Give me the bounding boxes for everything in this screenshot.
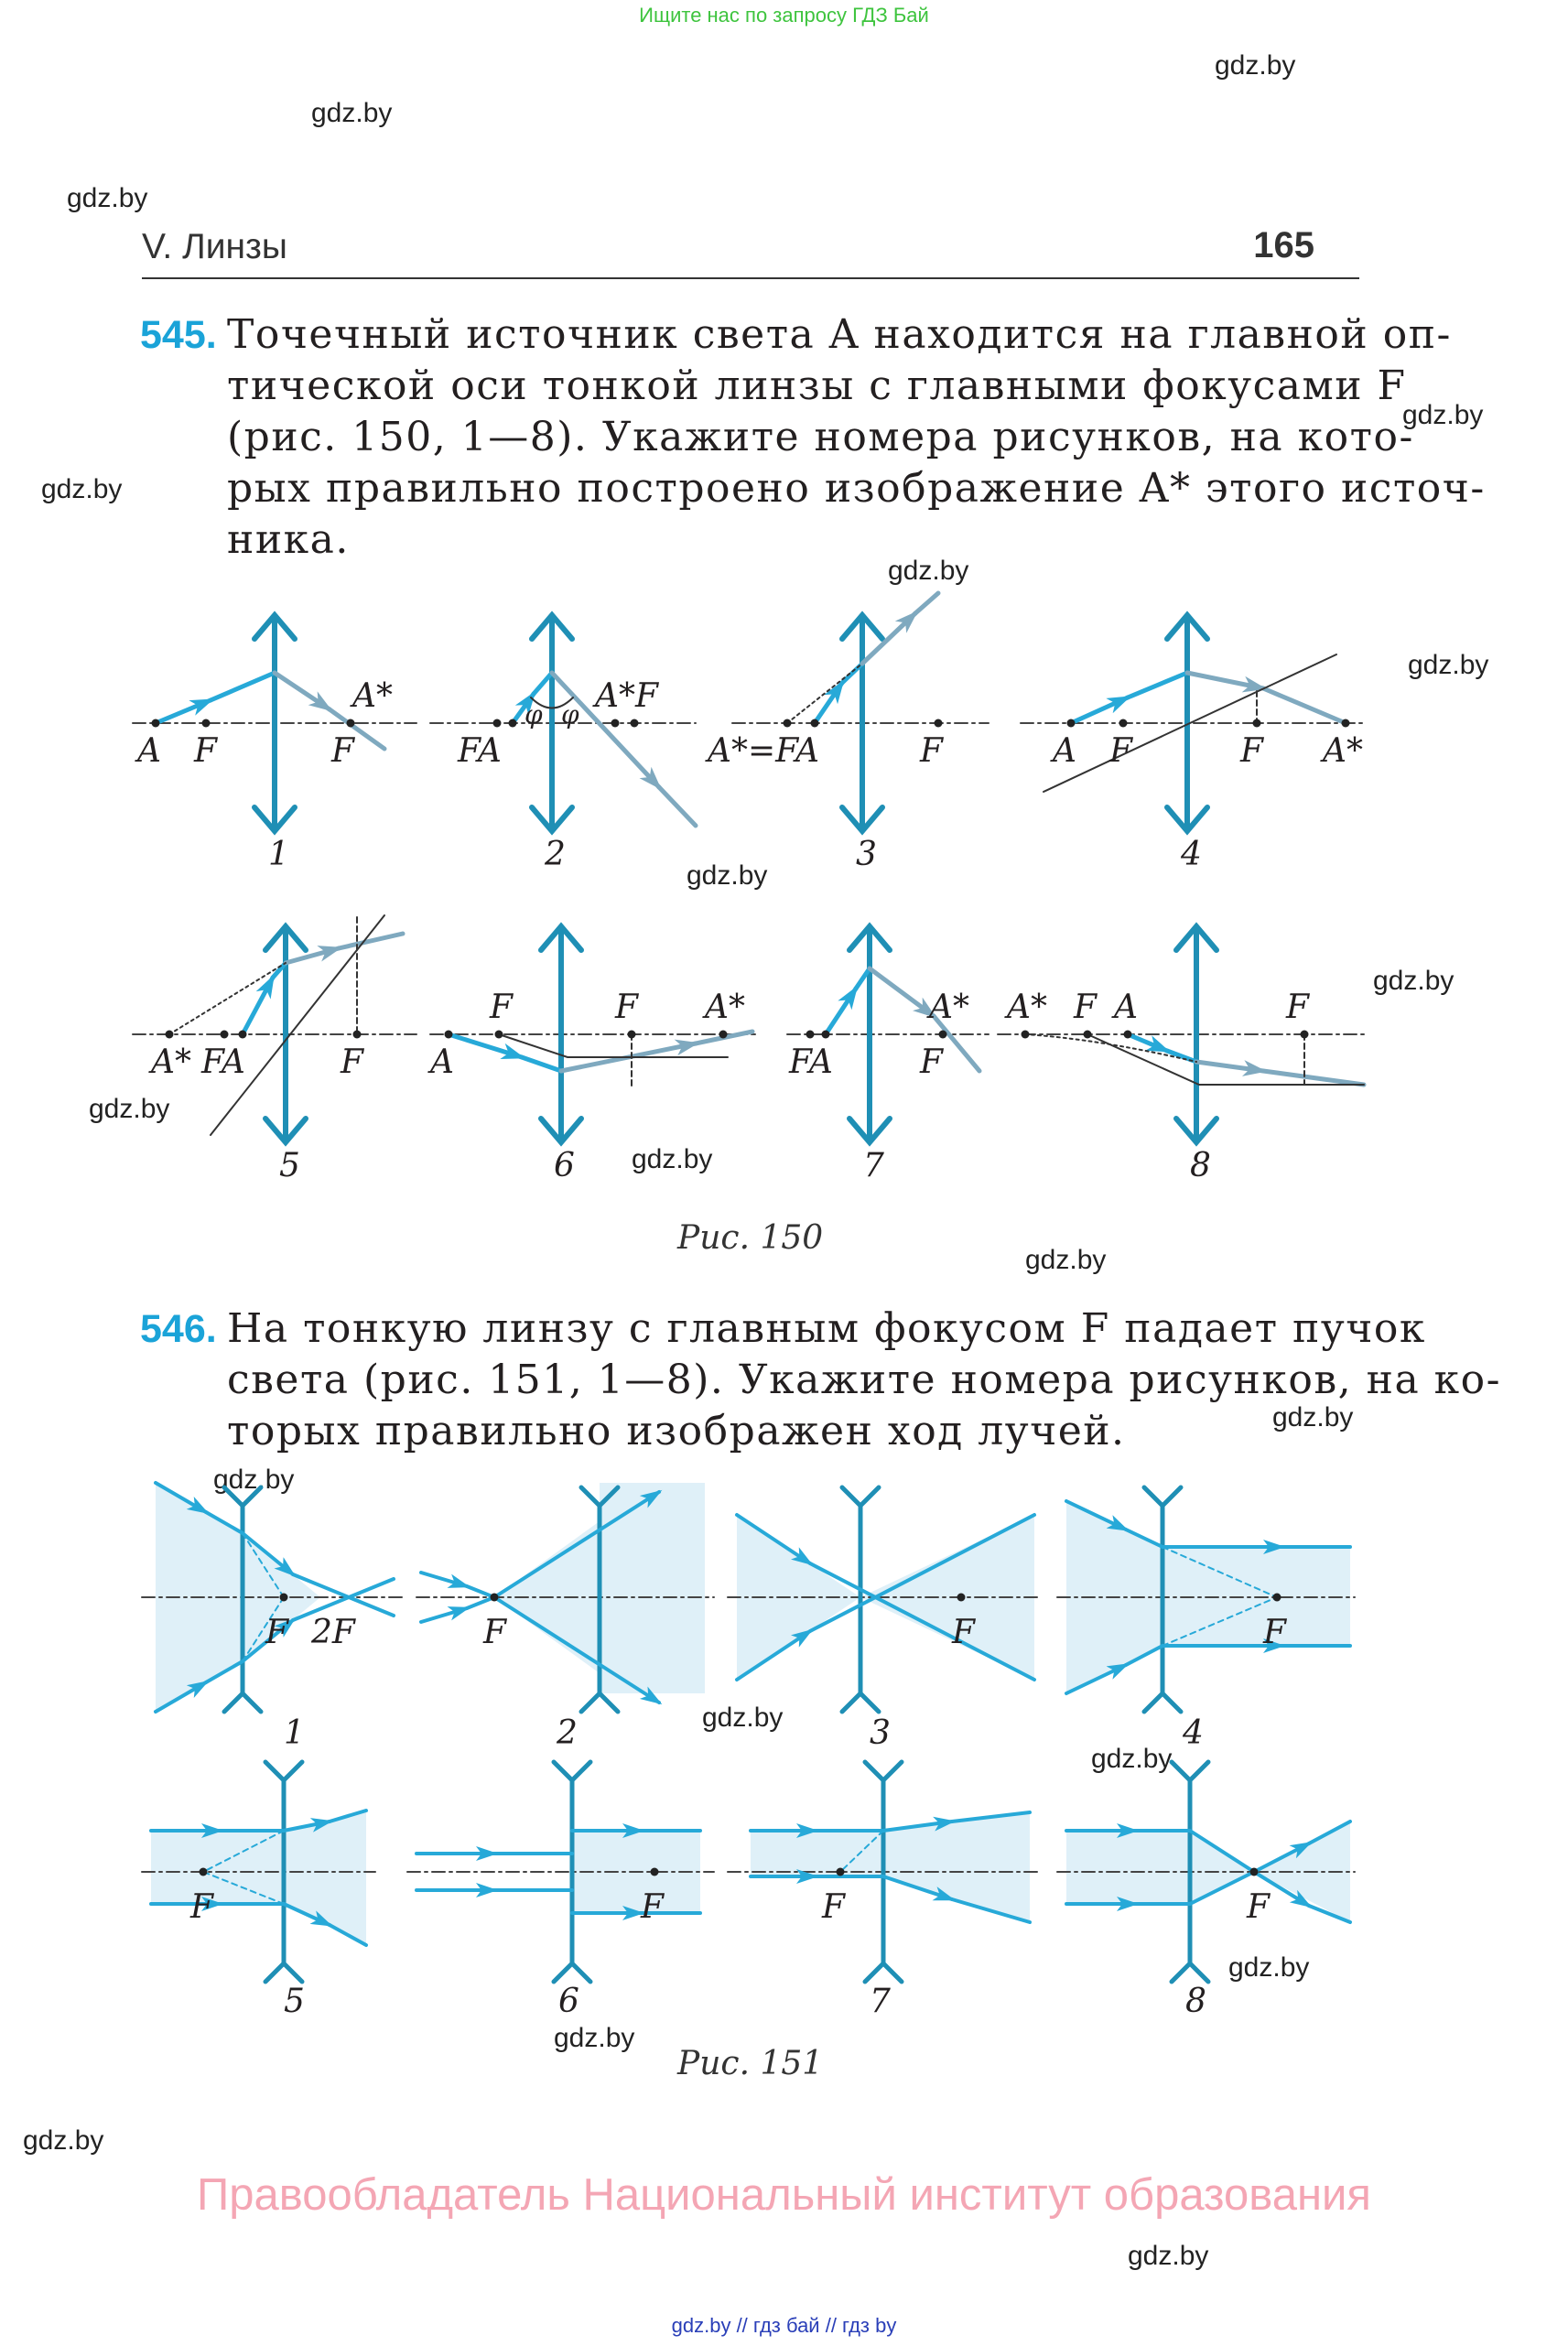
label-A: A xyxy=(137,732,161,770)
label-A-star-eq-FA: A*=FA xyxy=(708,732,820,770)
figure-150-diagram-6 xyxy=(430,926,755,1142)
problem-545-number: 545. xyxy=(140,313,217,357)
label-A: A xyxy=(1053,732,1076,770)
watermark: gdz.by xyxy=(1373,966,1454,996)
copyright-notice: Правообладатель Национальный институт образования xyxy=(197,2170,1371,2220)
label-F: F xyxy=(331,732,354,770)
label-F: F xyxy=(265,1614,288,1651)
problem-546-line: света (рис. 151, 1—8). Укажите номера рисунков, на ко- xyxy=(227,1357,1502,1403)
problem-545-line: тической оси тонкой линзы с главными фокусами F xyxy=(227,362,1407,409)
figure-150-number: 3 xyxy=(856,836,877,873)
figure-151-number: 4 xyxy=(1183,1714,1204,1752)
label-F: F xyxy=(1109,732,1132,770)
label-A: A xyxy=(430,1043,454,1081)
label-F: F xyxy=(483,1614,506,1651)
watermark: gdz.by xyxy=(1402,400,1484,430)
figure-150-number: 2 xyxy=(545,836,566,873)
figure-150 xyxy=(0,586,1568,1208)
figure-151-caption: Рис. 151 xyxy=(677,2045,824,2082)
watermark: gdz.by xyxy=(23,2125,104,2156)
figure-150-diagram-1 xyxy=(133,615,416,831)
chapter-title: V. Линзы xyxy=(142,227,287,266)
watermark: gdz.by xyxy=(1272,1402,1354,1432)
header-divider xyxy=(142,277,1359,279)
problem-546-line: торых правильно изображен ход лучей. xyxy=(227,1408,1126,1454)
label-A-star: A* xyxy=(705,989,745,1026)
label-phi: φ xyxy=(524,699,543,730)
label-F: F xyxy=(490,989,513,1026)
label-F: F xyxy=(920,732,943,770)
label-F: F xyxy=(194,732,217,770)
label-A-star-F: A*F xyxy=(595,677,658,715)
problem-545-line: ника. xyxy=(227,516,350,563)
watermark: gdz.by xyxy=(1091,1744,1173,1774)
watermark: gdz.by xyxy=(1408,650,1489,680)
figure-150-number: 7 xyxy=(863,1147,884,1184)
watermark: gdz.by xyxy=(41,474,123,504)
watermark: gdz.by xyxy=(554,2023,635,2053)
label-F: F xyxy=(952,1614,975,1651)
figure-150-number: 8 xyxy=(1190,1147,1211,1184)
figure-150-number: 6 xyxy=(554,1147,575,1184)
top-banner[interactable]: Ищите нас по запросу ГДЗ Бай xyxy=(639,4,929,27)
watermark: gdz.by xyxy=(213,1465,295,1495)
label-F: F xyxy=(822,1888,845,1926)
label-FA: FA xyxy=(458,732,502,770)
figure-151-number: 8 xyxy=(1185,1983,1206,2020)
label-A-star: A* xyxy=(929,989,969,1026)
label-F: F xyxy=(641,1888,664,1926)
watermark: gdz.by xyxy=(89,1094,170,1124)
label-A-star: A* xyxy=(151,1043,191,1081)
label-A: A xyxy=(1114,989,1138,1026)
watermark: gdz.by xyxy=(632,1144,713,1174)
watermark: gdz.by xyxy=(1128,2241,1209,2271)
label-F: F xyxy=(615,989,638,1026)
figure-151-number: 2 xyxy=(557,1714,578,1752)
label-F: F xyxy=(1240,732,1263,770)
problem-546-line: На тонкую линзу с главным фокусом F падает пучок xyxy=(227,1305,1426,1352)
figure-151-number: 5 xyxy=(284,1983,305,2020)
label-phi: φ xyxy=(561,699,579,730)
figure-150-number: 5 xyxy=(279,1147,300,1184)
label-A-star: A* xyxy=(352,677,393,715)
watermark: gdz.by xyxy=(1228,1952,1310,1983)
figure-151-number: 1 xyxy=(284,1714,305,1752)
watermark: gdz.by xyxy=(702,1703,784,1733)
watermark: gdz.by xyxy=(888,556,969,586)
figure-150-diagram-7 xyxy=(787,926,989,1142)
figure-151-number: 3 xyxy=(870,1714,891,1752)
label-F: F xyxy=(1247,1888,1270,1926)
label-A-star: A* xyxy=(1323,732,1363,770)
figure-151-number: 6 xyxy=(558,1983,579,2020)
figure-150-diagram-5 xyxy=(133,915,416,1142)
label-F: F xyxy=(190,1888,213,1926)
figure-150-diagram-3 xyxy=(732,593,989,831)
problem-545-line: (рис. 150, 1—8). Укажите номера рисунков, на кото- xyxy=(227,414,1414,460)
watermark: gdz.by xyxy=(687,860,768,891)
figure-150-number: 4 xyxy=(1181,836,1202,873)
label-F: F xyxy=(1263,1614,1286,1651)
watermark: gdz.by xyxy=(1025,1245,1107,1275)
problem-545-line: Точечный источник света A находится на главной оп- xyxy=(227,311,1452,358)
figure-150-diagram-8 xyxy=(998,926,1364,1142)
figure-150-caption: Рис. 150 xyxy=(677,1219,824,1257)
watermark: gdz.by xyxy=(1215,50,1296,81)
figure-150-number: 1 xyxy=(268,836,289,873)
page-number: 165 xyxy=(1253,225,1314,265)
figure-151 xyxy=(0,1465,1568,2032)
watermark: gdz.by xyxy=(67,183,148,213)
label-F: F xyxy=(341,1043,363,1081)
label-F: F xyxy=(920,1043,943,1081)
label-A-star: A* xyxy=(1007,989,1047,1026)
label-FA: FA xyxy=(789,1043,833,1081)
label-F: F xyxy=(1286,989,1309,1026)
label-FA: FA xyxy=(201,1043,245,1081)
watermark: gdz.by xyxy=(311,98,393,128)
figure-151-number: 7 xyxy=(870,1983,891,2020)
label-2F: 2F xyxy=(311,1614,355,1651)
problem-545-line: рых правильно построено изображение A* этого источ- xyxy=(227,465,1486,512)
footer-links[interactable]: gdz.by // гдз бай // гдз by xyxy=(671,2314,897,2337)
problem-546-number: 546. xyxy=(140,1307,217,1351)
label-F: F xyxy=(1074,989,1097,1026)
